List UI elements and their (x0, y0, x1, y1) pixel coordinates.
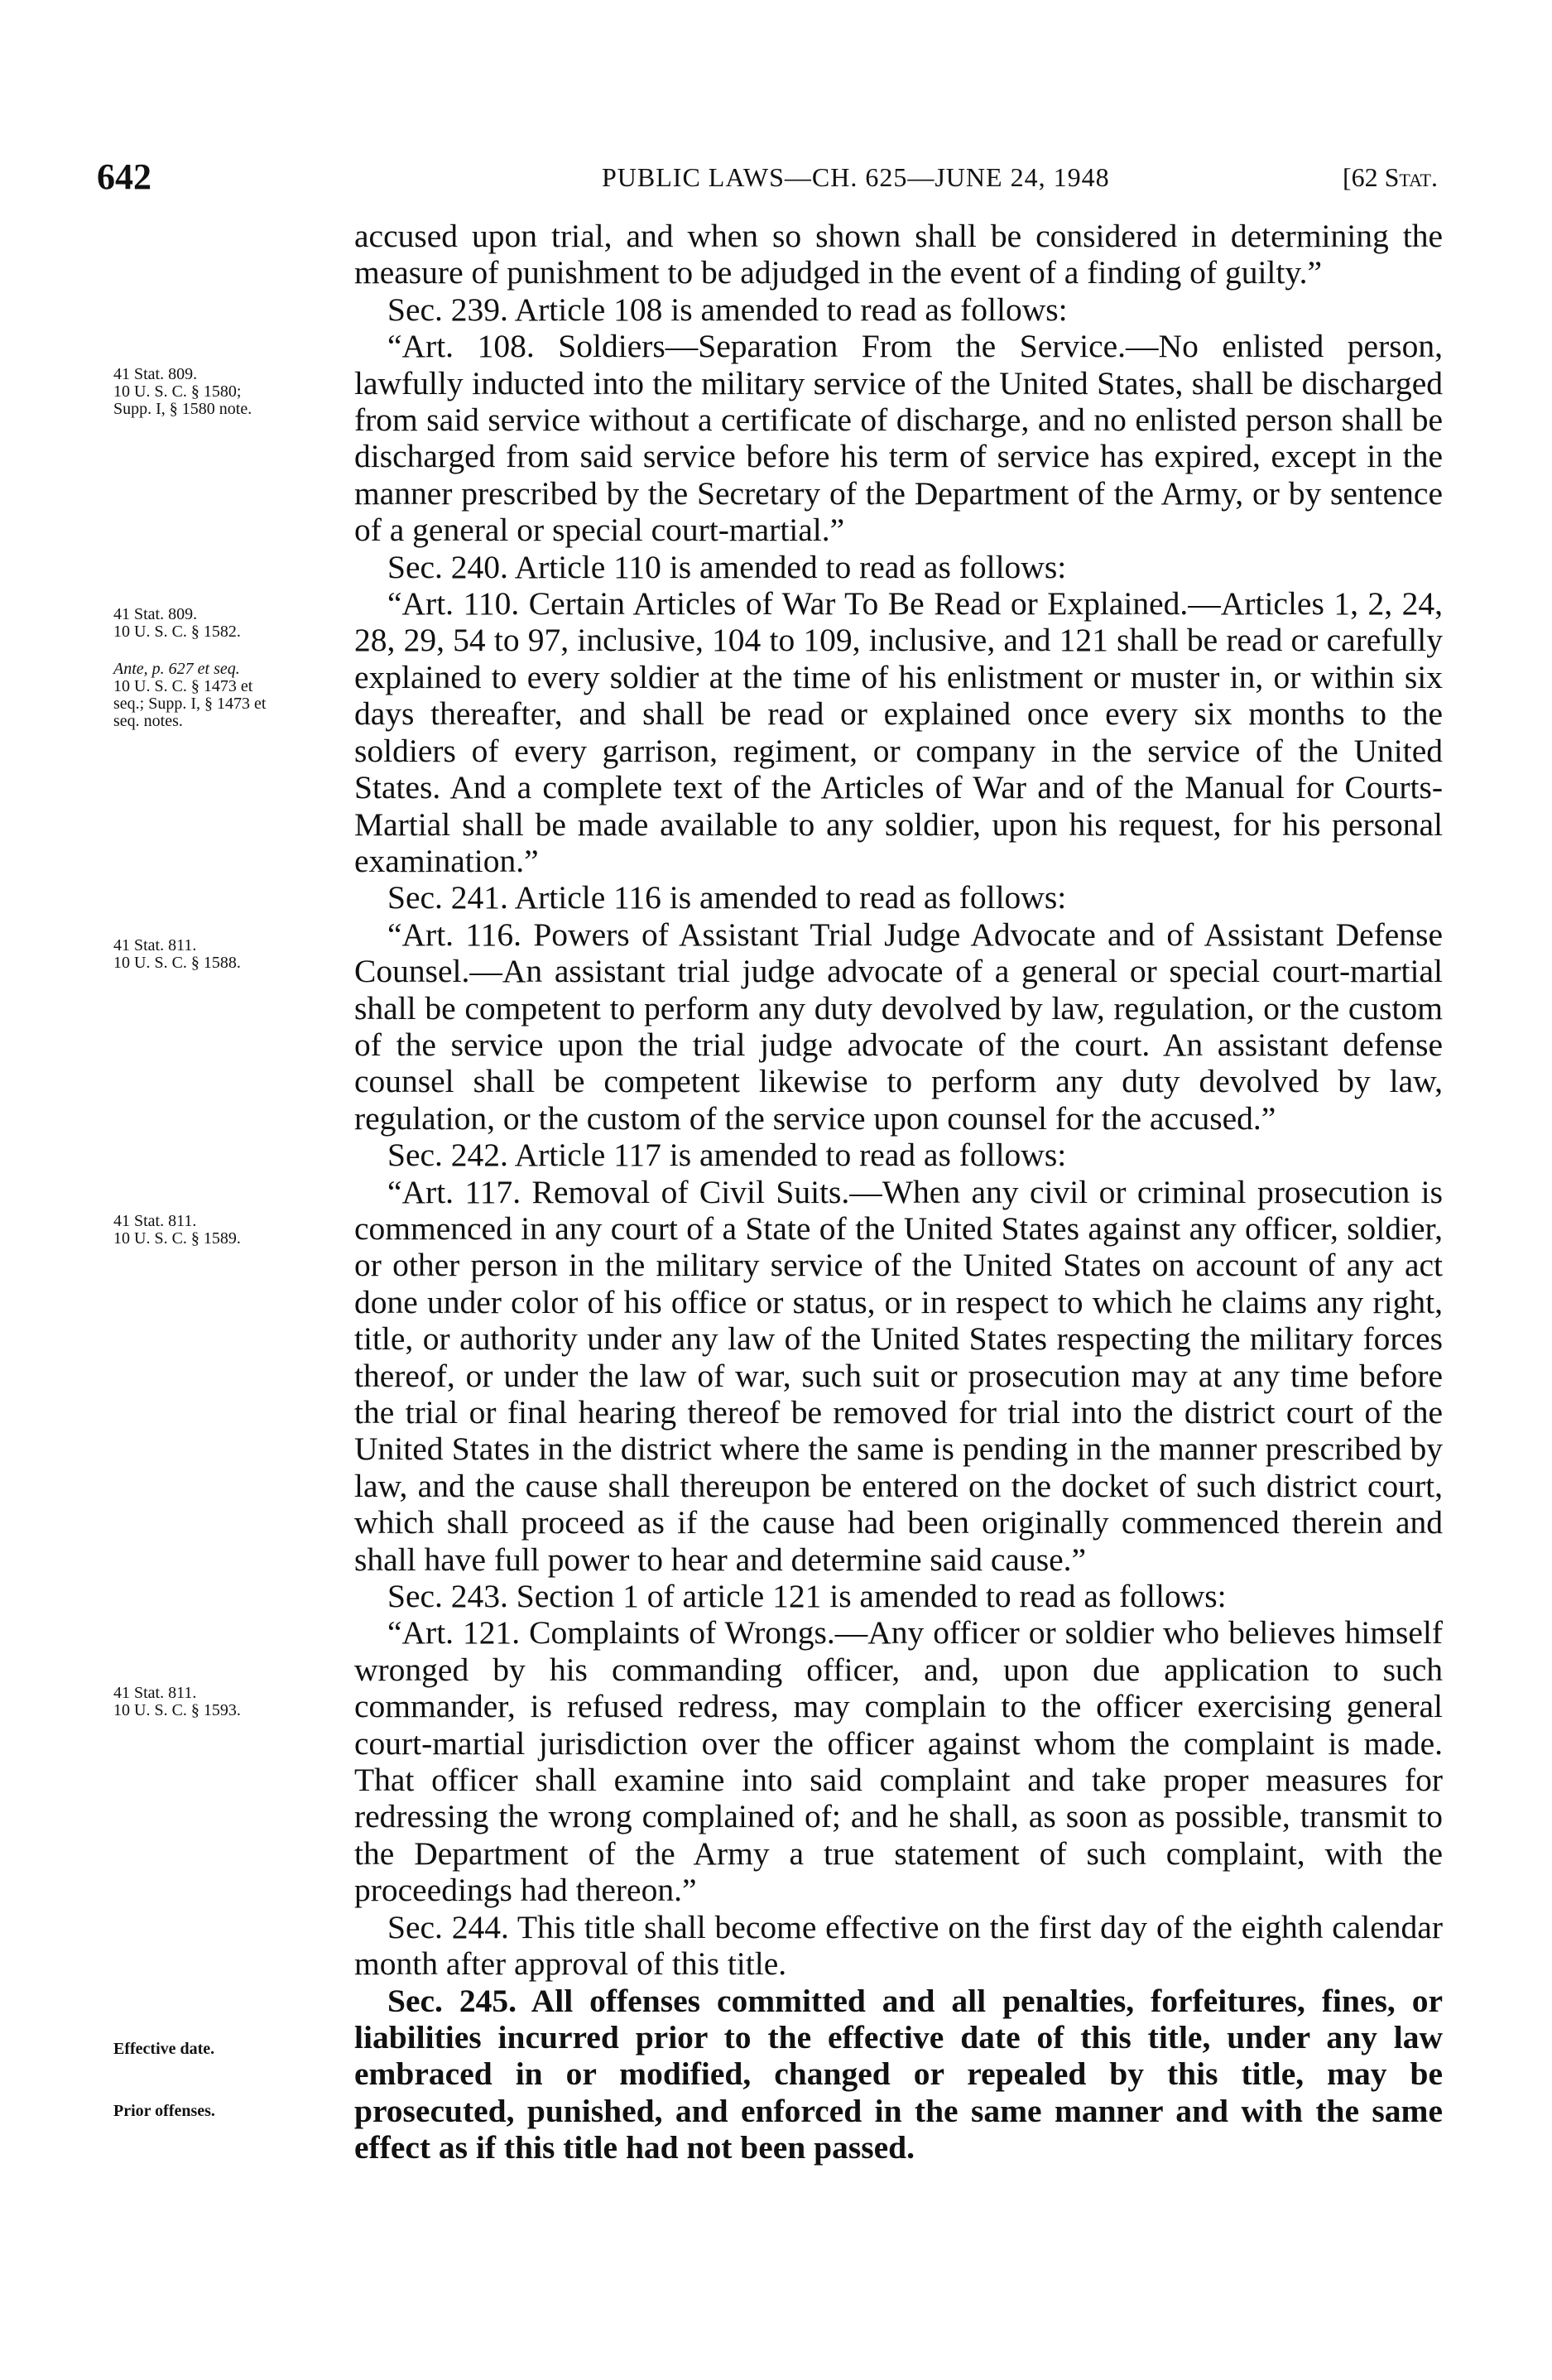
margin-note-effective-date (113, 2041, 349, 2058)
article-116: “Art. 116. Powers of Assistant Trial Judge Advocate and of Assistant Defense Counsel.—An assistant trial judge advocate of a general or special court-martial shall be competent to perform any duty devolved by law, regulation, or the custom of the service upon the trial judge advocate of the court. An assistant defense counsel shall be competent likewise to perform any duty devolved by law, regulation, or the custom of the service upon counsel for the accused.” (354, 916, 1443, 1137)
margin-note-line: 10 U. S. C. § 1580; (113, 382, 242, 401)
margin-note-line: Effective date. (113, 2040, 215, 2058)
section-241: Sec. 241. Article 116 is amended to read as follows: (387, 879, 1067, 916)
margin-note-line: 10 U. S. C. § 1589. (113, 1229, 241, 1248)
margin-note (113, 661, 349, 730)
margin-note-line: Ante, p. 627 et seq. (113, 660, 240, 678)
margin-note (113, 606, 349, 641)
margin-note-line: 41 Stat. 809. (113, 365, 198, 383)
margin-note-line: 10 U. S. C. § 1582. (113, 623, 241, 641)
page-header (97, 156, 1438, 197)
statute-volume: [62 Stat. (1342, 162, 1438, 192)
margin-note (113, 366, 349, 418)
margin-note-line: 41 Stat. 811. (113, 1684, 197, 1702)
margin-note-line: seq. notes. (113, 712, 183, 730)
article-108: “Art. 108. Soldiers—Separation From the Service.—No enlisted person, lawfully inducted into the military service of the United States, shall be discharged from said service without a certificate of discharge, and no enlisted person shall be discharged from said service before his term of service has expired, except in the manner prescribed by the Secretary of the Department of the Army, or by sentence of a general or special court-martial.” (354, 328, 1443, 549)
section-242: Sec. 242. Article 117 is amended to read as follows: (387, 1137, 1067, 1174)
paragraph-continuation: accused upon trial, and when so shown shall be considered in determining the measure of punishment to be adjudged in the event of a finding of guilty.” (354, 218, 1443, 291)
article-117: “Art. 117. Removal of Civil Suits.—When any civil or criminal prosecution is commenced in any court of a State of the United States against any officer, soldier, or other person in the military service of the United States on account of any act done under color of his office or status, or in respect to which he claims any right, title, or authority under any law of the United States respecting the military forces thereof, or under the law of war, such suit or prosecution may at any time before the trial or final hearing thereof be removed for trial into the district court of the United States in the district where the same is pending in the manner prescribed by law, and the cause shall thereupon be entered on the docket of such district court, which shall proceed as if the cause had been originally commenced therein and shall have full power to hear and determine said cause.” (354, 1173, 1443, 1578)
margin-note-line: 10 U. S. C. § 1588. (113, 954, 241, 972)
margin-note-line: 41 Stat. 811. (113, 936, 197, 954)
margin-note (113, 1213, 349, 1248)
section-239: Sec. 239. Article 108 is amended to read as follows: (387, 291, 1068, 328)
margin-note-line: 10 U. S. C. § 1473 et (113, 677, 253, 695)
article-110: “Art. 110. Certain Articles of War To Be Read or Explained.—Articles 1, 2, 24, 28, 29, 54 to 97, inclusive, 104 to 109, inclusive, and 121 shall be read or carefully explained to every soldier at the time of his enlistment or muster in, or within six days thereafter, and shall be read or explained once every six months to the soldiers of every garrison, regiment, or company in the service of the United States. And a complete text of the Articles of War and of the Manual for Courts-Martial shall be made available to any soldier, upon his request, for his personal examination.” (354, 585, 1443, 879)
margin-note-line: 41 Stat. 809. (113, 605, 198, 623)
margin-note-line: 10 U. S. C. § 1593. (113, 1701, 241, 1719)
body-text (354, 218, 1443, 2166)
margin-note (113, 1685, 349, 1719)
section-244: Sec. 244. This title shall become effective on the first day of the eighth calendar month after approval of this title. (354, 1908, 1443, 1983)
section-240: Sec. 240. Article 110 is amended to read as follows: (387, 548, 1067, 585)
margin-note-line: Prior offenses. (113, 2102, 215, 2120)
margin-note (113, 937, 349, 972)
margin-note-line: 41 Stat. 811. (113, 1212, 197, 1230)
margin-note-line: seq.; Supp. I, § 1473 et (113, 695, 267, 713)
section-243: Sec. 243. Section 1 of article 121 is amended to read as follows: (387, 1578, 1227, 1615)
margin-note-line: Supp. I, § 1580 note. (113, 400, 252, 418)
article-121: “Art. 121. Complaints of Wrongs.—Any officer or soldier who believes himself wronged by his commanding officer, and, upon due application to such commander, is refused redress, may complain to the officer exercising general court-martial jurisdiction over the officer against whom the complaint is made. That officer shall examine into said complaint and take proper measures for redressing the wrong complained of; and he shall, as soon as possible, transmit to the Department of the Army a true statement of such complaint, with the proceedings had thereon.” (354, 1614, 1443, 1909)
running-title: PUBLIC LAWS—CH. 625—JUNE 24, 1948 (602, 162, 1110, 192)
section-245: Sec. 245. All offenses committed and all penalties, forfeitures, fines, or liabilities incurred prior to the effective date of this title, under any law embraced in or modified, changed or repealed by this title, may be prosecuted, punished, and enforced in the same manner and with the same effect as if this title had not been passed. (354, 1982, 1443, 2166)
page-number: 642 (97, 156, 151, 197)
margin-note-prior-offenses (113, 2103, 349, 2120)
